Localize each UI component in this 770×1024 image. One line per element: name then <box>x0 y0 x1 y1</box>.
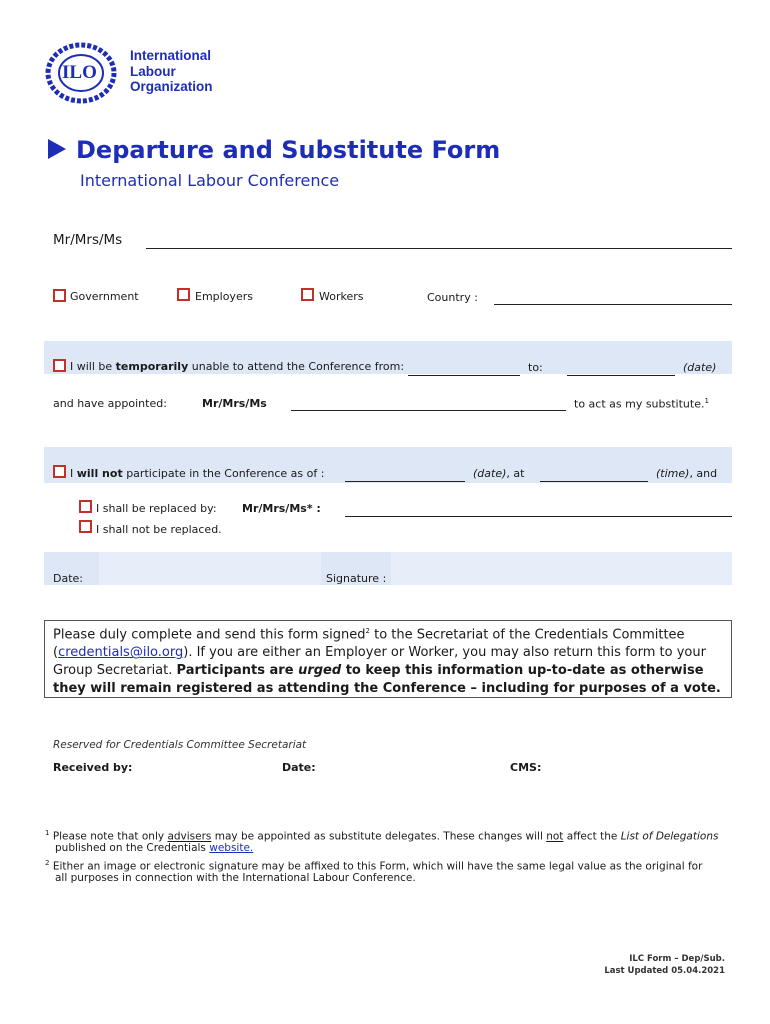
replaced-label: I shall be replaced by: <box>96 502 217 515</box>
employers-checkbox[interactable] <box>177 288 190 301</box>
notice-part2: to the Secretariat of the Credentials Committee ( <box>53 627 685 661</box>
org-line-1: International <box>130 48 212 63</box>
date-field-label: Date: <box>53 572 83 585</box>
notice-urged: urged <box>298 663 342 679</box>
temporary-label <box>70 360 404 373</box>
not-replaced-label: I shall not be replaced. <box>96 523 222 536</box>
credentials-email-link[interactable]: credentials@ilo.org <box>58 645 184 661</box>
received-by-label: Received by: <box>53 761 133 774</box>
not-replaced-checkbox[interactable] <box>79 520 92 533</box>
cms-label: CMS: <box>510 761 542 774</box>
date-at-label <box>473 467 524 480</box>
org-line-2: Labour <box>130 63 176 79</box>
appointed-salutation: Mr/Mrs/Ms <box>202 397 267 410</box>
workers-checkbox[interactable] <box>301 288 314 301</box>
to-date-field[interactable] <box>567 375 675 376</box>
country-label: Country : <box>427 291 478 304</box>
substitute-label <box>574 397 709 411</box>
footnote-2-mark: 2 <box>45 859 50 867</box>
not-participate-checkbox[interactable] <box>53 465 66 478</box>
footnote-1-mark: 1 <box>45 829 50 837</box>
form-subtitle: International Labour Conference <box>80 171 340 190</box>
ilo-logo <box>45 42 117 104</box>
replaced-checkbox[interactable] <box>79 500 92 513</box>
appointed-label: and have appointed: <box>53 397 167 410</box>
reserved-date-label: Date: <box>282 761 316 774</box>
date-input[interactable] <box>99 552 321 585</box>
not-participate-time-field[interactable] <box>540 481 648 482</box>
substitute-text: to act as my substitute. <box>574 397 705 411</box>
form-footer <box>604 953 725 977</box>
not-participate-suffix: participate in the Conference as of : <box>122 467 325 480</box>
signature-input[interactable] <box>391 552 732 585</box>
to-label: to: <box>528 361 543 374</box>
temporary-suffix: unable to attend the Conference from: <box>188 360 405 373</box>
not-participate-date-field[interactable] <box>345 481 465 482</box>
instructions-text <box>53 622 728 698</box>
date-at-italic: (date) <box>473 467 507 480</box>
footnote-1-list: List of Delegations <box>620 830 719 843</box>
time-suffix: , and <box>689 467 718 480</box>
employers-label: Employers <box>195 290 253 303</box>
from-date-field[interactable] <box>408 375 520 376</box>
not-participate-bold: will not <box>76 467 123 480</box>
temporary-checkbox[interactable] <box>53 359 66 372</box>
form-title: Departure and Substitute Form <box>76 136 501 164</box>
name-field[interactable] <box>146 248 732 249</box>
footnote-2-cont: all purposes in connection with the International Labour Conference. <box>55 872 416 884</box>
reserved-heading: Reserved for Credentials Committee Secretariat <box>53 739 307 751</box>
footnote-1-b: may be appointed as substitute delegates. These changes will <box>211 830 547 843</box>
notice-part3: ). If you are either an Employer or Worker, you may also return this form to your Group Secretariat. <box>53 645 706 679</box>
footnote-ref-2: 2 <box>365 627 370 635</box>
date-hint: (date) <box>683 361 717 374</box>
footnote-1-d: published on the Credentials <box>55 842 210 854</box>
title-arrow-icon <box>48 139 66 159</box>
last-updated: Last Updated 05.04.2021 <box>604 966 725 976</box>
substitute-name-field[interactable] <box>291 410 566 411</box>
footnote-ref-1: 1 <box>704 397 709 405</box>
footnote-1-not: not <box>546 830 564 843</box>
country-field[interactable] <box>494 304 732 305</box>
not-participate-label <box>70 467 324 480</box>
form-code: ILC Form – Dep/Sub. <box>629 954 725 964</box>
notice-bold1: Participants are <box>176 663 299 679</box>
time-italic: (time) <box>656 467 690 480</box>
temporary-bold: temporarily <box>115 360 189 373</box>
notice-part1: Please duly complete and send this form signed <box>53 627 366 643</box>
replaced-salutation: Mr/Mrs/Ms* : <box>242 502 321 515</box>
government-label: Government <box>70 290 139 303</box>
government-checkbox[interactable] <box>53 289 66 302</box>
temporary-prefix: I will be <box>70 360 116 373</box>
replacement-name-field[interactable] <box>345 516 732 517</box>
footnote-1-advisers: advisers <box>167 830 212 843</box>
workers-label: Workers <box>319 290 364 303</box>
footnote-1-a: Please note that only <box>52 830 168 843</box>
not-participate-prefix: I <box>70 467 77 480</box>
time-label <box>656 467 717 480</box>
org-line-3: Organization <box>130 79 213 94</box>
footnote-2-a: Either an image or electronic signature may be affixed to this Form, which will have the same legal value as the original for <box>52 860 703 873</box>
footnote-1-cont <box>55 841 253 856</box>
date-at-suffix: , at <box>506 467 525 480</box>
signature-label: Signature : <box>326 572 387 585</box>
footnote-1-c: affect the <box>563 830 621 843</box>
credentials-website-link[interactable]: website. <box>209 842 254 854</box>
organization-name <box>130 48 213 95</box>
notice-bold2: to keep this information up-to-date as otherwise they will remain registered as attending the Conference – including for purposes of a vote. <box>53 663 721 697</box>
logo-letters: ILO <box>62 62 97 83</box>
salutation-label: Mr/Mrs/Ms <box>53 232 123 248</box>
